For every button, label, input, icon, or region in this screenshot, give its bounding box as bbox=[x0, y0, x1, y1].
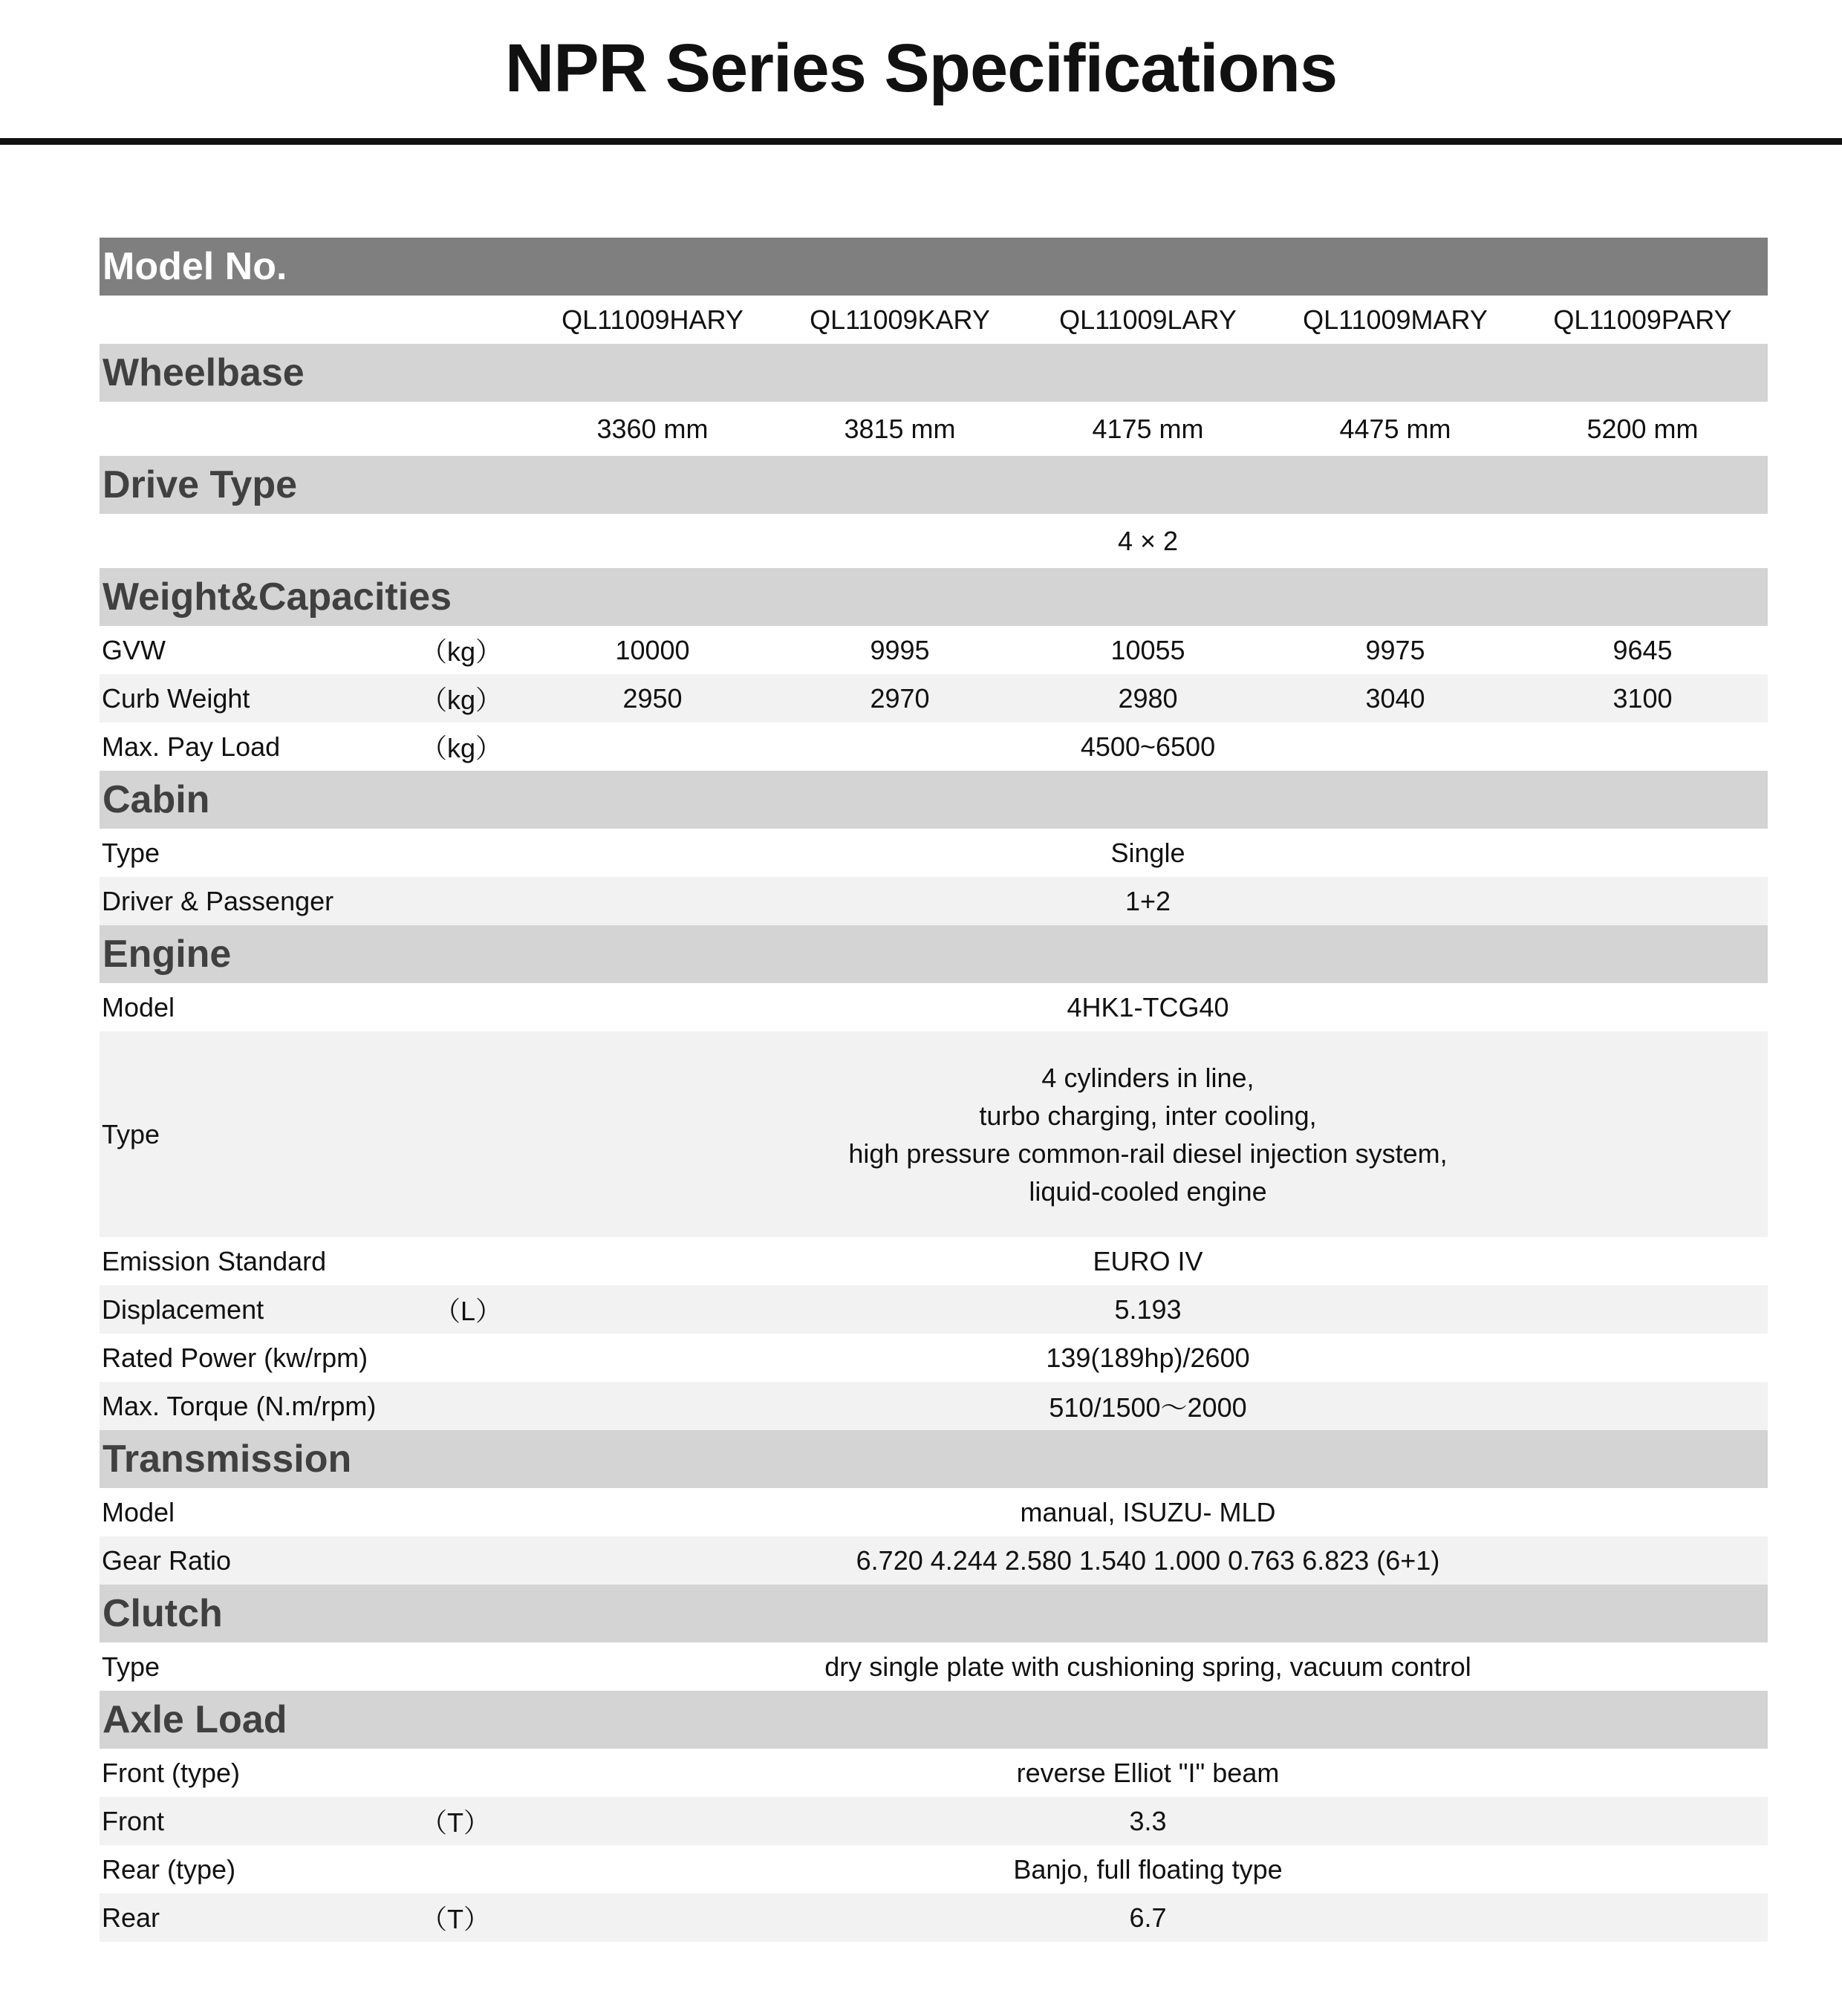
row-label: Model bbox=[102, 1496, 175, 1527]
row-label: Front bbox=[102, 1805, 165, 1836]
model-row bbox=[100, 296, 1768, 344]
section-title: Transmission bbox=[102, 1438, 352, 1481]
gvw-row bbox=[100, 626, 1768, 674]
section-engine bbox=[100, 925, 1768, 983]
row-unit: （L） bbox=[434, 1296, 503, 1326]
power-value: 139(189hp)/2600 bbox=[1046, 1342, 1250, 1373]
section-title: Clutch bbox=[102, 1592, 223, 1635]
emission-value: EURO IV bbox=[1093, 1245, 1203, 1276]
curb-5: 3100 bbox=[1612, 682, 1673, 714]
gvw-2: 9995 bbox=[870, 634, 930, 665]
cabin-type-row bbox=[100, 829, 1768, 877]
section-cabin bbox=[100, 771, 1768, 829]
row-label: Rear (type) bbox=[102, 1853, 236, 1885]
curb-4: 3040 bbox=[1365, 682, 1425, 714]
row-label: Max. Pay Load bbox=[102, 731, 281, 762]
section-title: Engine bbox=[102, 933, 232, 976]
row-label: Model bbox=[102, 991, 175, 1022]
row-label: Rear bbox=[102, 1902, 160, 1933]
wheelbase-3: 4175 mm bbox=[1092, 413, 1204, 444]
cabin-type-value: Single bbox=[1110, 837, 1185, 868]
row-label: Type bbox=[102, 1118, 160, 1149]
section-title: Wheelbase bbox=[102, 351, 305, 394]
gear-ratio-row bbox=[100, 1536, 1768, 1585]
row-unit: （kg） bbox=[420, 636, 503, 667]
model-5: QL11009PARY bbox=[1553, 304, 1732, 335]
wheelbase-row bbox=[100, 402, 1768, 456]
front-type-value: reverse Elliot "I" beam bbox=[1016, 1757, 1280, 1788]
section-wheelbase bbox=[100, 344, 1768, 402]
row-label: Displacement bbox=[102, 1294, 264, 1325]
power-row bbox=[100, 1334, 1768, 1382]
displacement-row bbox=[100, 1285, 1768, 1334]
clutch-type-value: dry single plate with cushioning spring, vacuum control bbox=[824, 1651, 1471, 1682]
payload-row bbox=[100, 722, 1768, 771]
engine-type-value bbox=[529, 1031, 1767, 1237]
model-header: Model No. bbox=[102, 245, 287, 288]
model-4: QL11009MARY bbox=[1303, 304, 1488, 335]
model-3: QL11009LARY bbox=[1059, 304, 1237, 335]
row-label: Front (type) bbox=[102, 1757, 241, 1788]
model-1: QL11009HARY bbox=[562, 304, 743, 335]
section-axle-load bbox=[100, 1691, 1768, 1749]
displacement-value: 5.193 bbox=[1114, 1294, 1182, 1325]
curb-2: 2970 bbox=[870, 682, 930, 714]
section-title: Axle Load bbox=[102, 1698, 287, 1741]
engine-type-row bbox=[100, 1031, 1768, 1237]
model-header-row bbox=[100, 238, 1768, 296]
payload-value: 4500~6500 bbox=[1080, 731, 1216, 762]
row-unit: （T） bbox=[420, 1904, 490, 1934]
section-weight bbox=[100, 568, 1768, 626]
model-2: QL11009KARY bbox=[810, 304, 990, 335]
row-label: Max. Torque (N.m/rpm) bbox=[102, 1390, 377, 1421]
clutch-type-row bbox=[100, 1643, 1768, 1691]
section-title: Drive Type bbox=[102, 463, 298, 506]
curb-3: 2980 bbox=[1118, 682, 1178, 714]
drive-type-value: 4 × 2 bbox=[1117, 525, 1179, 556]
section-title: Cabin bbox=[102, 778, 210, 821]
title-divider bbox=[0, 138, 1842, 145]
rear-type-row bbox=[100, 1845, 1768, 1893]
drive-type-row bbox=[100, 514, 1768, 568]
row-label: Curb Weight bbox=[102, 682, 250, 714]
page-title: NPR Series Specifications bbox=[504, 30, 1338, 106]
gear-ratio-value: 6.720 4.244 2.580 1.540 1.000 0.763 6.823 (6+1) bbox=[856, 1544, 1440, 1576]
section-drive-type bbox=[100, 456, 1768, 514]
gvw-3: 10055 bbox=[1110, 634, 1185, 665]
transmission-model-row bbox=[100, 1488, 1768, 1536]
rear-type-value: Banjo, full floating type bbox=[1013, 1853, 1283, 1885]
row-label: Driver & Passenger bbox=[102, 885, 334, 916]
wheelbase-2: 3815 mm bbox=[844, 413, 956, 444]
wheelbase-1: 3360 mm bbox=[596, 413, 709, 444]
section-title: Weight&Capacities bbox=[102, 575, 452, 619]
wheelbase-5: 5200 mm bbox=[1586, 413, 1699, 444]
spec-table bbox=[100, 238, 1768, 1942]
row-unit: （kg） bbox=[420, 685, 503, 715]
section-clutch bbox=[100, 1585, 1768, 1643]
row-label: Type bbox=[102, 1651, 160, 1682]
front-type-row bbox=[100, 1749, 1768, 1797]
torque-row bbox=[100, 1382, 1768, 1430]
gvw-5: 9645 bbox=[1612, 634, 1673, 665]
emission-row bbox=[100, 1237, 1768, 1285]
front-load-value: 3.3 bbox=[1129, 1805, 1167, 1836]
row-label: Emission Standard bbox=[102, 1245, 327, 1276]
curb-1: 2950 bbox=[622, 682, 683, 714]
engine-type-line: turbo charging, inter cooling, bbox=[979, 1100, 1317, 1131]
engine-model-row bbox=[100, 983, 1768, 1031]
row-label: Gear Ratio bbox=[102, 1544, 232, 1576]
cabin-seats-row bbox=[100, 877, 1768, 925]
row-unit: （kg） bbox=[420, 733, 503, 763]
rear-load-row bbox=[100, 1893, 1768, 1942]
transmission-model-value: manual, ISUZU- MLD bbox=[1020, 1496, 1276, 1527]
row-label: GVW bbox=[102, 634, 166, 665]
section-transmission bbox=[100, 1430, 1768, 1488]
engine-type-line: liquid-cooled engine bbox=[1029, 1175, 1267, 1207]
row-label: Rated Power (kw/rpm) bbox=[102, 1342, 368, 1373]
rear-load-value: 6.7 bbox=[1129, 1902, 1167, 1933]
gvw-1: 10000 bbox=[615, 634, 690, 665]
front-load-row bbox=[100, 1797, 1768, 1845]
cabin-seats-value: 1+2 bbox=[1125, 885, 1171, 916]
curb-weight-row bbox=[100, 674, 1768, 722]
engine-model-value: 4HK1-TCG40 bbox=[1067, 991, 1229, 1022]
engine-type-line: 4 cylinders in line, bbox=[1041, 1062, 1254, 1093]
torque-value: 510/1500～2000 bbox=[1049, 1392, 1247, 1423]
row-unit: （T） bbox=[420, 1807, 490, 1838]
gvw-4: 9975 bbox=[1365, 634, 1425, 665]
row-label: Type bbox=[102, 837, 160, 868]
engine-type-line: high pressure common-rail diesel injection system, bbox=[848, 1138, 1448, 1169]
wheelbase-4: 4475 mm bbox=[1339, 413, 1451, 444]
